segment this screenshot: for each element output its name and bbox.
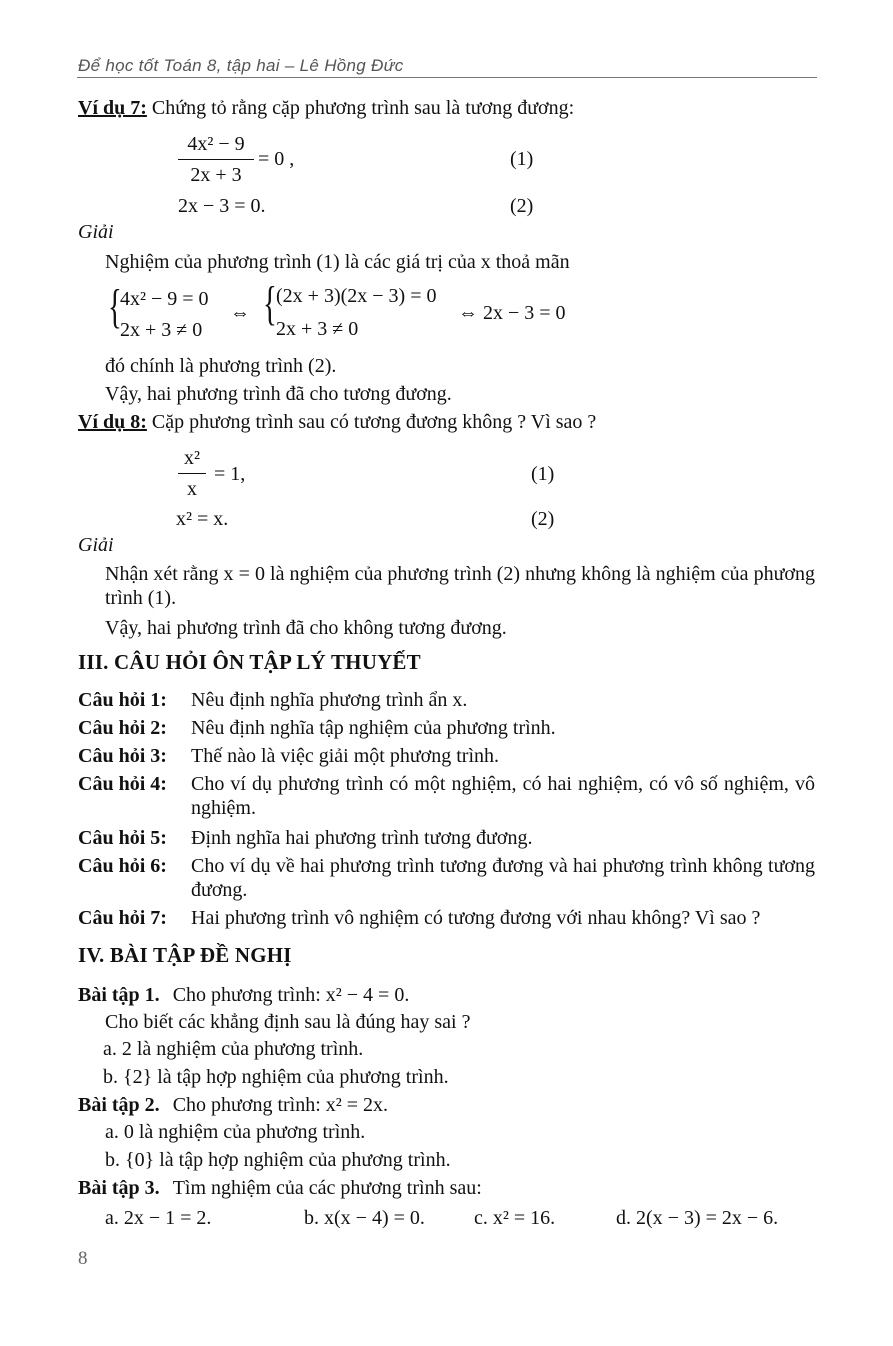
exercise-3-item-b: b. x(x − 4) = 0. (304, 1207, 425, 1229)
exercise-2 (78, 1093, 388, 1117)
ex7-solution-line2: đó chính là phương trình (2). (105, 355, 337, 377)
ex8-eq2: x² = x. (176, 508, 229, 530)
exercise-3-text: Tìm nghiệm của các phương trình sau: (172, 1177, 482, 1199)
ex8-eq1-numerator: x² (184, 447, 200, 469)
ex7-solution-line3: Vậy, hai phương trình đã cho tương đương. (105, 383, 452, 405)
left-brace: { (108, 280, 122, 333)
question-1-text: Nêu định nghĩa phương trình ẩn x. (191, 689, 468, 711)
ex8-eq1-fraction (178, 446, 206, 501)
sys-result: ⇔ 2x − 3 = 0 (458, 302, 566, 324)
exercise-2-label: Bài tập 2. (78, 1094, 160, 1116)
exercise-1-text: Cho phương trình: x² − 4 = 0. (172, 984, 410, 1006)
question-7-label: Câu hỏi 7: (78, 907, 167, 929)
ex8-solution-label: Giải (78, 534, 114, 556)
sys2-line2: 2x + 3 ≠ 0 (276, 318, 359, 340)
ex8-eq2-tag: (2) (531, 508, 555, 530)
example-7-statement: Chứng tỏ rằng cặp phương trình sau là tương đương: (151, 97, 575, 119)
exercise-3 (78, 1176, 482, 1200)
ex7-eq1-numerator: 4x² − 9 (187, 133, 245, 155)
running-header: Để học tốt Toán 8, tập hai – Lê Hồng Đức (78, 56, 404, 75)
ex7-eq1-fraction (178, 132, 254, 187)
iff-symbol: ⇔ (230, 302, 250, 324)
section-3-title: III. CÂU HỎI ÔN TẬP LÝ THUYẾT (78, 650, 421, 674)
sys1-line2: 2x + 3 ≠ 0 (120, 319, 203, 341)
ex7-eq1-denominator: 2x + 3 (190, 164, 242, 186)
exercise-2-item-b: b. {0} là tập hợp nghiệm của phương trình. (105, 1149, 451, 1171)
exercise-1-label: Bài tập 1. (78, 984, 160, 1006)
question-4-text: Cho ví dụ phương trình có một nghiệm, có hai nghiệm, có vô số nghiệm, vô nghiệm. (191, 773, 815, 819)
fraction-bar (178, 473, 206, 474)
ex8-eq1-tag: (1) (531, 463, 555, 485)
question-2-label: Câu hỏi 2: (78, 717, 167, 739)
example-8-statement: Cặp phương trình sau có tương đương không ? Vì sao ? (151, 411, 597, 433)
question-5-label: Câu hỏi 5: (78, 827, 167, 849)
ex8-solution-line1: Nhận xét rằng x = 0 là nghiệm của phương trình (2) nhưng không là nghiệm của phương trình (1). (105, 563, 815, 609)
exercise-1 (78, 983, 409, 1007)
exercise-3-item-a: a. 2x − 1 = 2. (105, 1207, 212, 1229)
fraction-bar (178, 159, 254, 160)
exercise-3-label: Bài tập 3. (78, 1177, 160, 1199)
ex7-solution-label: Giải (78, 221, 114, 243)
question-2-text: Nêu định nghĩa tập nghiệm của phương trình. (191, 717, 556, 739)
exercise-1-item-a: a. 2 là nghiệm của phương trình. (103, 1038, 364, 1060)
example-7-label: Ví dụ 7: (78, 97, 147, 119)
sys2-line1: (2x + 3)(2x − 3) = 0 (276, 285, 437, 307)
example-8-label: Ví dụ 8: (78, 411, 147, 433)
question-3-text: Thế nào là việc giải một phương trình. (191, 745, 500, 767)
ex7-eq1-rhs: = 0 , (258, 148, 295, 170)
exercise-1-item-b: b. {2} là tập hợp nghiệm của phương trình. (103, 1066, 449, 1088)
sys1-line1: 4x² − 9 = 0 (120, 288, 209, 310)
left-brace: { (263, 277, 277, 330)
header-rule (77, 77, 817, 78)
example-7-heading (78, 96, 574, 120)
page-number: 8 (78, 1248, 88, 1269)
ex7-eq1-tag: (1) (510, 148, 534, 170)
question-1-label: Câu hỏi 1: (78, 689, 167, 711)
ex8-eq1-rhs: = 1, (214, 463, 246, 485)
ex7-solution-intro: Nghiệm của phương trình (1) là các giá trị của x thoả mãn (105, 251, 570, 273)
question-3-label: Câu hỏi 3: (78, 745, 167, 767)
example-8-heading (78, 410, 596, 434)
exercise-2-item-a: a. 0 là nghiệm của phương trình. (105, 1121, 366, 1143)
exercise-3-item-d: d. 2(x − 3) = 2x − 6. (616, 1207, 779, 1229)
question-6-label: Câu hỏi 6: (78, 855, 167, 877)
question-6-text: Cho ví dụ về hai phương trình tương đương và hai phương trình không tương đương. (191, 855, 815, 901)
question-7-text: Hai phương trình vô nghiệm có tương đương với nhau không? Vì sao ? (191, 907, 761, 929)
ex7-eq2-tag: (2) (510, 195, 534, 217)
exercise-1-prompt: Cho biết các khẳng định sau là đúng hay sai ? (105, 1011, 471, 1033)
section-4-title: IV. BÀI TẬP ĐỀ NGHỊ (78, 943, 292, 967)
exercise-3-item-c: c. x² = 16. (474, 1207, 556, 1229)
ex8-eq1-denominator: x (187, 478, 197, 500)
question-5-text: Định nghĩa hai phương trình tương đương. (191, 827, 533, 849)
ex8-solution-line2: Vậy, hai phương trình đã cho không tương đương. (105, 617, 507, 639)
ex7-eq2: 2x − 3 = 0. (178, 195, 266, 217)
exercise-2-text: Cho phương trình: x² = 2x. (172, 1094, 389, 1116)
question-4-label: Câu hỏi 4: (78, 773, 167, 795)
